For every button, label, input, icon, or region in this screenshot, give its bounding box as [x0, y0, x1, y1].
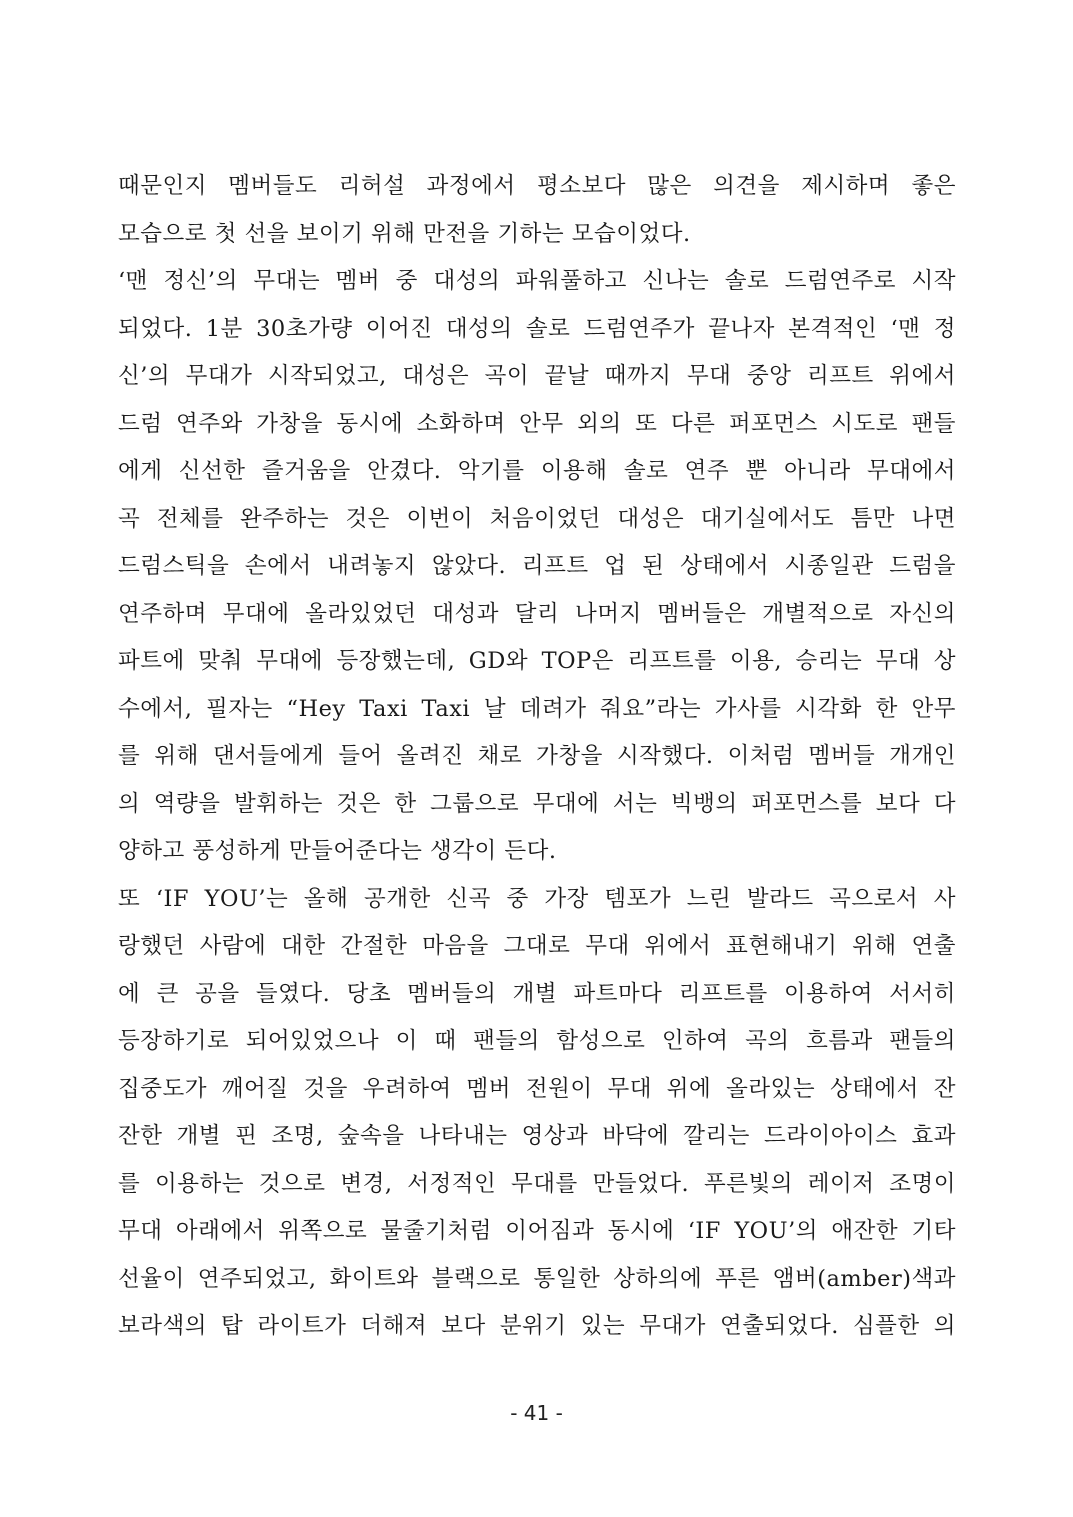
- text-line: 등장하기로 되어있었으나 이 때 팬들의 함성으로 인하여 곡의 흐름과 팬들의: [118, 1028, 956, 1054]
- text-line: 드럼 연주와 가창을 동시에 소화하며 안무 외의 또 다른 퍼포먼스 시도로 팬들: [118, 410, 956, 437]
- text-line: 집중도가 깨어질 것을 우려하여 멤버 전원이 무대 위에 올라있는 상태에서 잔: [118, 1075, 956, 1102]
- text-line: 수에서, 필자는 “Hey Taxi Taxi 날 데려가 줘요”라는 가사를 시각화 한 안무: [118, 695, 956, 722]
- text-line: 를 이용하는 것으로 변경, 서정적인 무대를 만들었다. 푸른빛의 레이저 조명이: [118, 1170, 956, 1197]
- text-line: 되었다. 1분 30초가량 이어진 대성의 솔로 드럼연주가 끝나자 본격적인 ‘맨 정: [118, 315, 956, 342]
- text-line: 를 위해 댄서들에게 들어 올려진 채로 가창을 시작했다. 이처럼 멤버들 개개인: [118, 743, 956, 769]
- text-line: 연주하며 무대에 올라있었던 대성과 달리 나머지 멤버들은 개별적으로 자신의: [118, 600, 956, 627]
- text-line: 곡 전체를 완주하는 것은 이번이 처음이었던 대성은 대기실에서도 틈만 나면: [118, 505, 956, 532]
- text-line: 파트에 맞춰 무대에 등장했는데, GD와 TOP은 리프트를 이용, 승리는 무대 상: [118, 648, 956, 674]
- text-line: 선율이 연주되었고, 화이트와 블랙으로 통일한 상하의에 푸른 앰버(amber)색과: [118, 1265, 956, 1292]
- text-line: 무대 아래에서 위쪽으로 물줄기처럼 이어짐과 동시에 ‘IF YOU’의 애잔한 기타: [118, 1218, 956, 1244]
- text-line: 보라색의 탑 라이트가 더해져 보다 분위기 있는 무대가 연출되었다. 심플한 의: [118, 1313, 956, 1339]
- text-line: 의 역량을 발휘하는 것은 한 그룹으로 무대에 서는 빅뱅의 퍼포먼스를 보다 다: [118, 790, 956, 817]
- text-line: 에게 신선한 즐거움을 안겼다. 악기를 이용해 솔로 연주 뿐 아니라 무대에서: [118, 458, 956, 484]
- text-line: 양하고 풍성하게 만들어준다는 생각이 든다.: [118, 838, 557, 864]
- text-line: ‘맨 정신’의 무대는 멤버 중 대성의 파워풀하고 신나는 솔로 드럼연주로 시작: [118, 268, 956, 294]
- text-line: 때문인지 멤버들도 리허설 과정에서 평소보다 많은 의견을 제시하며 좋은: [118, 173, 956, 199]
- page-number: - 41 -: [510, 1401, 563, 1425]
- text-line: 또 ‘IF YOU’는 올해 공개한 신곡 중 가장 템포가 느린 발라드 곡으로서 사: [118, 885, 956, 912]
- text-line: 신’의 무대가 시작되었고, 대성은 곡이 끝날 때까지 무대 중앙 리프트 위에서: [118, 363, 956, 389]
- text-line: 모습으로 첫 선을 보이기 위해 만전을 기하는 모습이었다.: [118, 220, 691, 247]
- text-line: 랑했던 사람에 대한 간절한 마음을 그대로 무대 위에서 표현해내기 위해 연출: [118, 933, 956, 959]
- text-line: 드럼스틱을 손에서 내려놓지 않았다. 리프트 업 된 상태에서 시종일관 드럼을: [118, 553, 956, 579]
- text-line: 잔한 개별 핀 조명, 숲속을 나타내는 영상과 바닥에 깔리는 드라이아이스 효과: [118, 1123, 956, 1149]
- text-line: 에 큰 공을 들였다. 당초 멤버들의 개별 파트마다 리프트를 이용하여 서서히: [118, 980, 956, 1007]
- document-body: [118, 166, 956, 1354]
